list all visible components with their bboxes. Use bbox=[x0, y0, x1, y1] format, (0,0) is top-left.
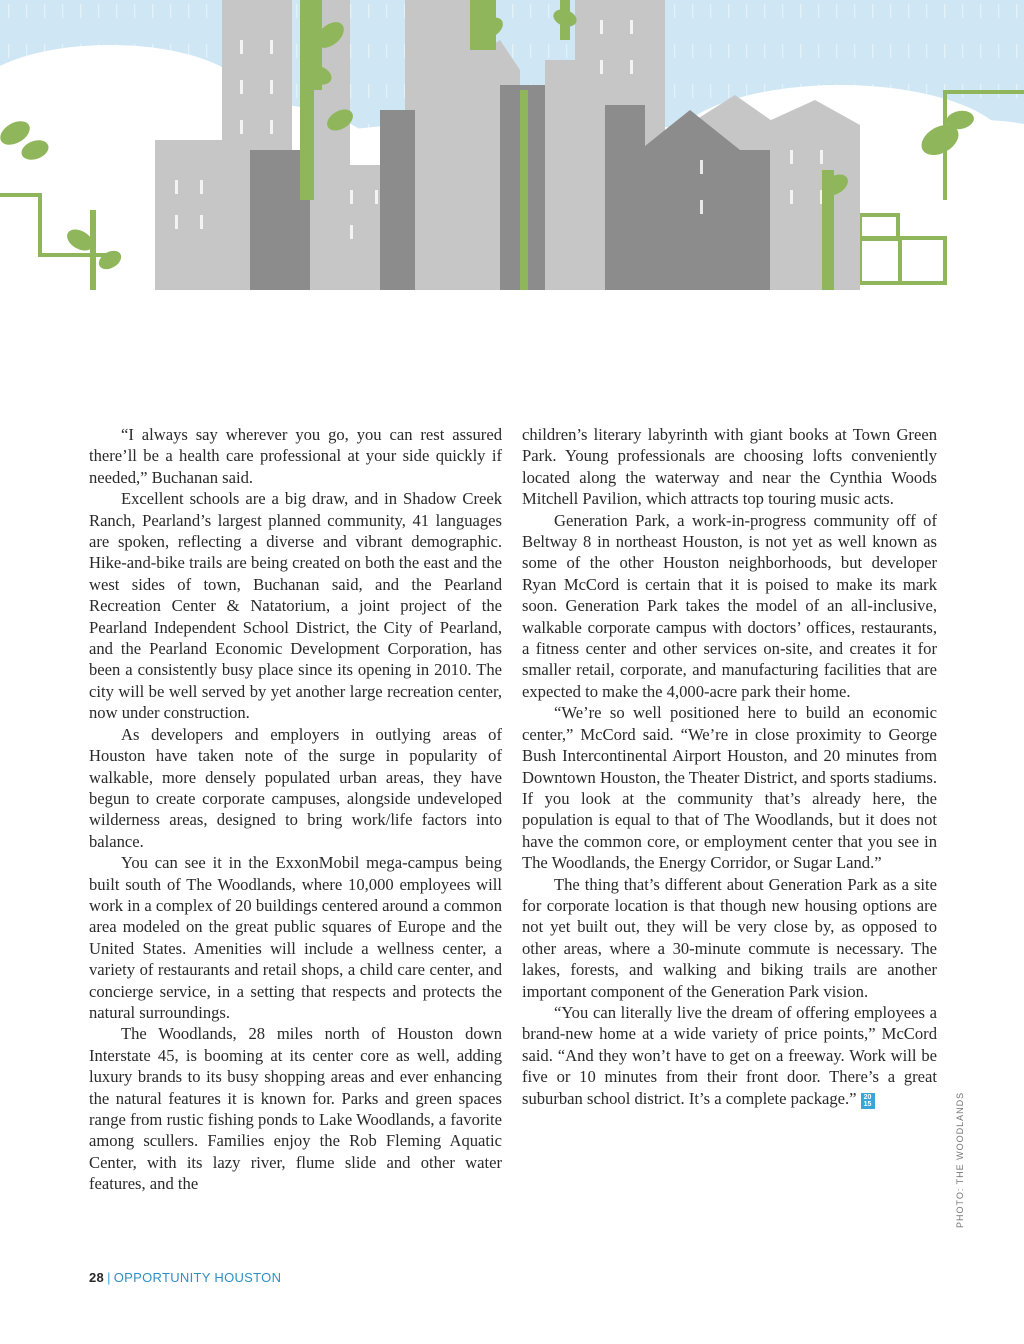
article-right-column bbox=[522, 424, 937, 1109]
paragraph-final bbox=[522, 1002, 937, 1109]
paragraph-text: “You can literally live the dream of offering employees a brand-new home at a wide variety of price points,” McCord said. “And they won’t have to get on a freeway. Work will be five or 10 minutes from their front door. There’s a great suburban school district. It’s a complete package.” bbox=[522, 1002, 937, 1108]
paragraph: Generation Park, a work-in-progress community off of Beltway 8 in northeast Houston, is not yet as well known as some of the other Houston neighborhoods, but developer Ryan McCord is certain that it is poised to make its mark soon. Generation Park takes the model of an all-inclusive, walkable corporate campus with doctors’ offices, restaurants, a fitness center and other services on-site, and creates it for smaller retail, corporate, and manufacturing facilities that are expected to make the 4,000-acre park their home. bbox=[522, 510, 937, 701]
paragraph: The thing that’s different about Generation Park as a site for corporate location is that though new housing options are not yet built out, they will be very close by, as opposed to other areas, where a 30-minute commute is necessary. The lakes, forests, and walking and biking trails are another important component of the Generation Park vision. bbox=[522, 874, 937, 1001]
paragraph: “We’re so well positioned here to build an economic center,” McCord said. “We’re in close proximity to George Bush Intercontinental Airport Houston, and 20 minutes from Downtown Houston, the Theater District, and sports stadiums. If you look at the community that’s already here, the population is equal to that of The Woodlands, but it does not have the common core, or employment center that you see in The Woodlands, the Energy Corridor, or Sugar Land.” bbox=[522, 703, 937, 873]
paragraph: children’s literary labyrinth with giant books at Town Green Park. Young professionals are choosing lofts conveniently located along the waterway and near the Cynthia Woods Mitchell Pavilion, which attracts top touring music acts. bbox=[522, 425, 937, 509]
end-mark-top: 20 bbox=[863, 1093, 872, 1101]
paragraph: As developers and employers in outlying areas of Houston have taken note of the surge in popularity of walkable, more densely populated urban areas, they have begun to create corporate campuses, alongside undeveloped wilderness areas, designed to bring work/life factors into balance. bbox=[89, 724, 502, 851]
page-number: 28 bbox=[89, 1270, 105, 1285]
page-footer bbox=[89, 1270, 281, 1285]
paragraph: The Woodlands, 28 miles north of Houston down Interstate 45, is booming at its center core as well, adding luxury brands to its busy shopping areas and ever enhancing the natural features it is known for. Parks and green spaces range from rustic fishing ponds to Lake Woodlands, a favorite among scullers. Families enjoy the Rob Fleming Aquatic Center, with its lazy river, flume slide and other water features, and the bbox=[89, 1024, 502, 1194]
city-skyline-illustration bbox=[0, 0, 1024, 290]
end-mark-logo bbox=[861, 1093, 875, 1109]
paragraph: “I always say wherever you go, you can rest assured there’ll be a health care professional at your side quickly if needed,” Buchanan said. bbox=[89, 425, 502, 487]
footer-separator: | bbox=[107, 1270, 111, 1285]
end-mark-bottom: 15 bbox=[863, 1100, 872, 1108]
paragraph: Excellent schools are a big draw, and in Shadow Creek Ranch, Pearland’s largest planned community, 41 languages are spoken, reflecting a diverse and vibrant demographic. Hike-and-bike trails are being created on both the east and the west sides of town, Buchanan said, and the Pearland Recreation Center & Natatorium, a joint project of the Pearland Independent School District, the City of Pearland, and the Pearland Economic Development Corporation, has been a consistently busy place since its opening in 2010. The city will be well served by yet another large recreation center, now under construction. bbox=[89, 489, 502, 723]
paragraph: You can see it in the ExxonMobil mega-campus being built south of The Woodlands, where 10,000 employees will work in a complex of 20 buildings centered around a common area modeled on the great public squares of Europe and the United States. Amenities will include a wellness center, a variety of restaurants and retail shops, a child care center, and concierge service, in a setting that respects and protects the natural surroundings. bbox=[89, 853, 502, 1022]
article-left-column bbox=[89, 424, 502, 1195]
photo-credit: PHOTO: THE WOODLANDS bbox=[955, 1091, 965, 1228]
publication-name: OPPORTUNITY HOUSTON bbox=[113, 1270, 282, 1285]
